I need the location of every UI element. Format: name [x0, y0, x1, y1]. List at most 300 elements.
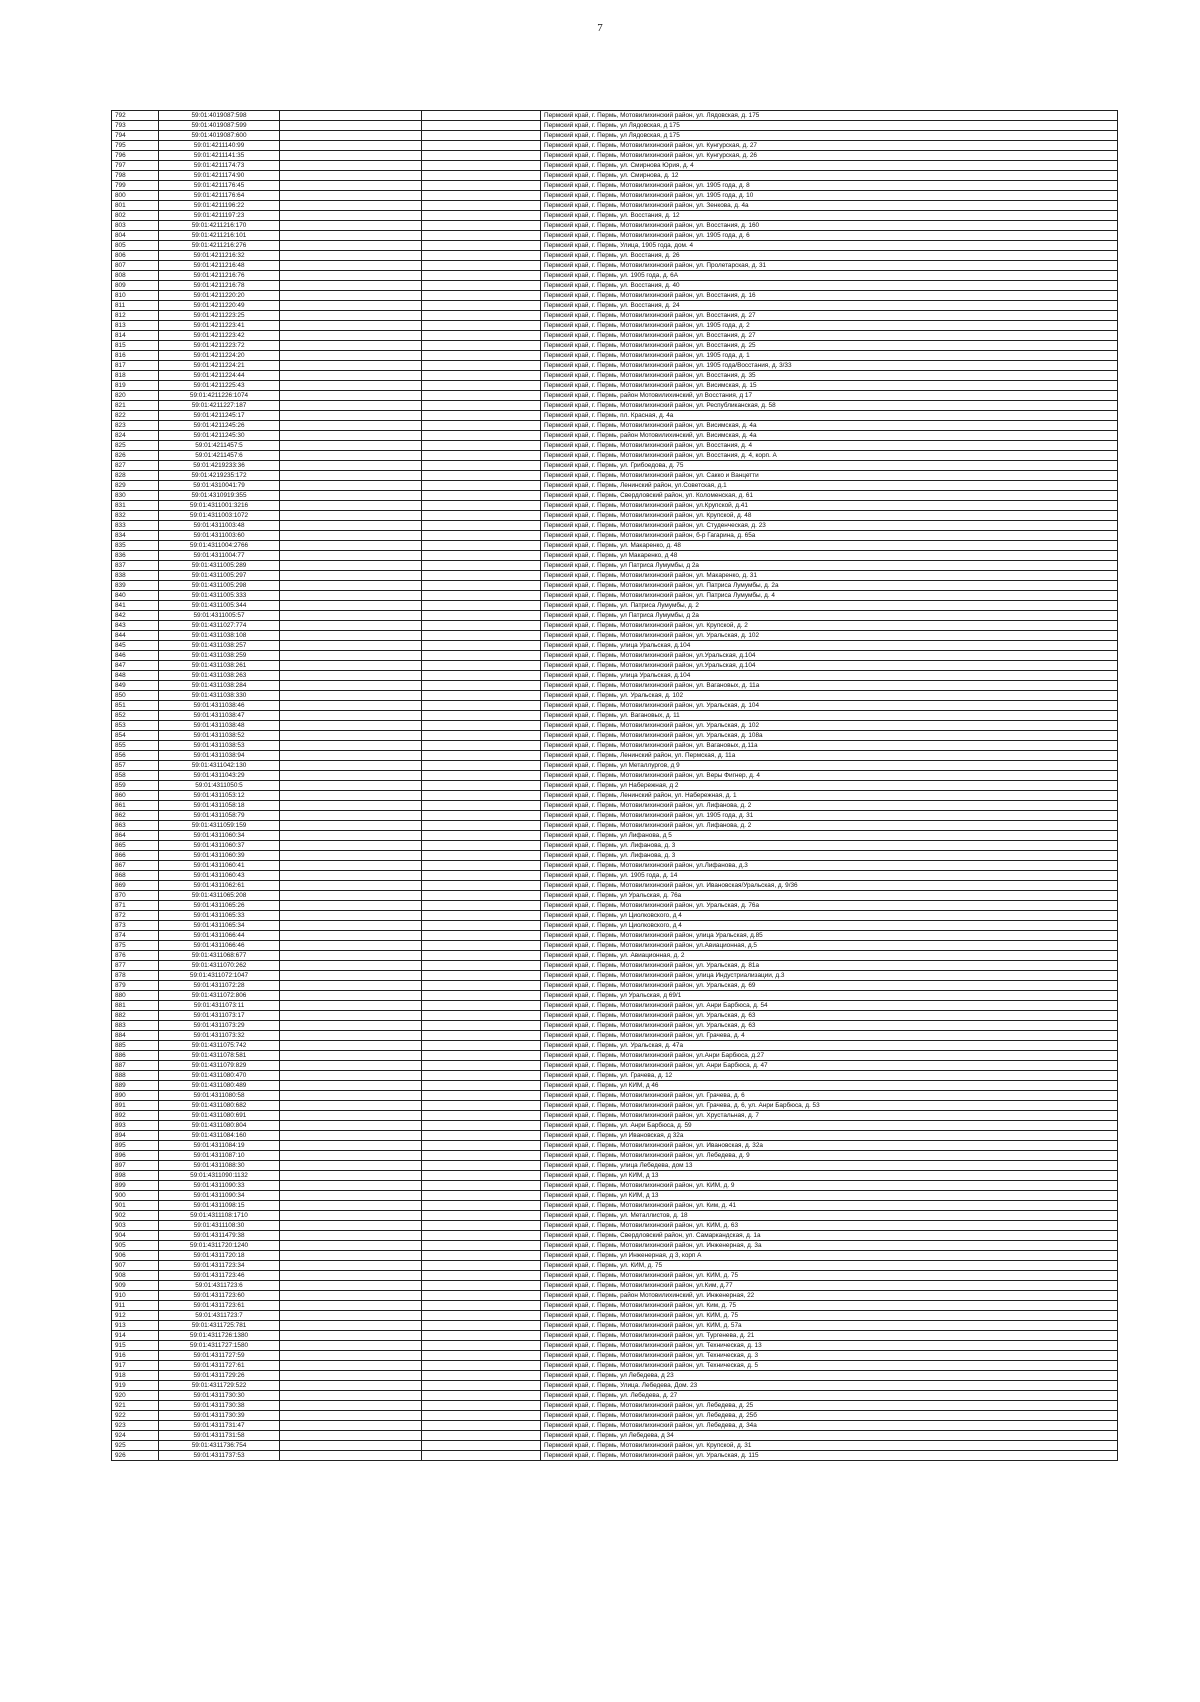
- address-cell: Пермский край, г. Пермь, ул Ивановская, д 32а: [541, 1131, 1118, 1141]
- table-row: [112, 511, 1118, 521]
- empty-cell: [280, 1011, 422, 1021]
- row-number-cell: 861: [112, 801, 159, 811]
- empty-cell: [280, 981, 422, 991]
- empty-cell: [422, 601, 541, 611]
- empty-cell: [280, 441, 422, 451]
- table-row: [112, 771, 1118, 781]
- table-row: [112, 811, 1118, 821]
- cadastral-number-cell: 59:01:4211245:30: [159, 431, 280, 441]
- cadastral-number-cell: 59:01:4211176:64: [159, 191, 280, 201]
- row-number-cell: 809: [112, 281, 159, 291]
- empty-cell: [280, 891, 422, 901]
- address-cell: Пермский край, г. Пермь, Мотовилихинский район, ул. Макаренко, д. 31: [541, 571, 1118, 581]
- row-number-cell: 798: [112, 171, 159, 181]
- empty-cell: [280, 881, 422, 891]
- cadastral-number-cell: 59:01:4311043:29: [159, 771, 280, 781]
- row-number-cell: 848: [112, 671, 159, 681]
- row-number-cell: 924: [112, 1431, 159, 1441]
- empty-cell: [280, 321, 422, 331]
- table-row: [112, 321, 1118, 331]
- empty-cell: [280, 1031, 422, 1041]
- empty-cell: [422, 831, 541, 841]
- cadastral-number-cell: 59:01:4311736:754: [159, 1441, 280, 1451]
- table-row: [112, 701, 1118, 711]
- cadastral-number-cell: 59:01:4311080:691: [159, 1111, 280, 1121]
- table-row: [112, 881, 1118, 891]
- table-row: [112, 631, 1118, 641]
- empty-cell: [422, 501, 541, 511]
- row-number-cell: 870: [112, 891, 159, 901]
- table-row: [112, 311, 1118, 321]
- cadastral-number-cell: 59:01:4311062:61: [159, 881, 280, 891]
- cadastral-number-cell: 59:01:4311003:1072: [159, 511, 280, 521]
- address-cell: Пермский край, г. Пермь, ул. Восстания, д. 12: [541, 211, 1118, 221]
- empty-cell: [422, 991, 541, 1001]
- row-number-cell: 826: [112, 451, 159, 461]
- empty-cell: [422, 1131, 541, 1141]
- address-cell: Пермский край, г. Пермь, Мотовилихинский район, ул. Восстания, д. 4, корп. А: [541, 451, 1118, 461]
- empty-cell: [422, 451, 541, 461]
- row-number-cell: 807: [112, 261, 159, 271]
- empty-cell: [280, 901, 422, 911]
- empty-cell: [280, 401, 422, 411]
- address-cell: Пермский край, г. Пермь, Мотовилихинский район, ул. Инженерная, д. 3а: [541, 1241, 1118, 1251]
- row-number-cell: 858: [112, 771, 159, 781]
- row-number-cell: 888: [112, 1071, 159, 1081]
- row-number-cell: 923: [112, 1421, 159, 1431]
- empty-cell: [422, 1341, 541, 1351]
- address-cell: Пермский край, г. Пермь, Мотовилихинский район, ул. Республиканская, д. 58: [541, 401, 1118, 411]
- cadastral-number-cell: 59:01:4311060:34: [159, 831, 280, 841]
- empty-cell: [422, 331, 541, 341]
- empty-cell: [280, 831, 422, 841]
- address-cell: Пермский край, г. Пермь, ул. Патриса Лумумбы, д. 2: [541, 601, 1118, 611]
- cadastral-number-cell: 59:01:4211224:44: [159, 371, 280, 381]
- address-cell: Пермский край, г. Пермь, Мотовилихинский район, ул. Уральская, д. 81а: [541, 961, 1118, 971]
- address-cell: Пермский край, г. Пермь, Мотовилихинский район, ул.Уральская, д.104: [541, 651, 1118, 661]
- row-number-cell: 897: [112, 1161, 159, 1171]
- empty-cell: [422, 841, 541, 851]
- empty-cell: [280, 591, 422, 601]
- empty-cell: [280, 421, 422, 431]
- cadastral-number-cell: 59:01:4311731:47: [159, 1421, 280, 1431]
- empty-cell: [422, 781, 541, 791]
- empty-cell: [280, 1271, 422, 1281]
- table-row: [112, 1011, 1118, 1021]
- row-number-cell: 922: [112, 1411, 159, 1421]
- empty-cell: [422, 271, 541, 281]
- cadastral-number-cell: 59:01:4311084:19: [159, 1141, 280, 1151]
- empty-cell: [280, 1191, 422, 1201]
- row-number-cell: 895: [112, 1141, 159, 1151]
- empty-cell: [280, 571, 422, 581]
- row-number-cell: 829: [112, 481, 159, 491]
- cadastral-number-cell: 59:01:4211224:21: [159, 361, 280, 371]
- empty-cell: [422, 401, 541, 411]
- empty-cell: [280, 1131, 422, 1141]
- table-row: [112, 571, 1118, 581]
- empty-cell: [280, 941, 422, 951]
- address-cell: Пермский край, г. Пермь, Мотовилихинский район, ул. Восстания, д. 25: [541, 341, 1118, 351]
- empty-cell: [280, 1401, 422, 1411]
- empty-cell: [280, 141, 422, 151]
- empty-cell: [422, 761, 541, 771]
- cadastral-number-cell: 59:01:4311038:261: [159, 661, 280, 671]
- empty-cell: [280, 1411, 422, 1421]
- empty-cell: [280, 1251, 422, 1261]
- empty-cell: [422, 711, 541, 721]
- row-number-cell: 893: [112, 1121, 159, 1131]
- row-number-cell: 852: [112, 711, 159, 721]
- cadastral-number-cell: 59:01:4311065:208: [159, 891, 280, 901]
- empty-cell: [422, 911, 541, 921]
- address-cell: Пермский край, г. Пермь, Мотовилихинский район, ул.Лифанова, д.3: [541, 861, 1118, 871]
- page-number: 7: [597, 22, 603, 34]
- address-cell: Пермский край, г. Пермь, пл. Красная, д. 4а: [541, 411, 1118, 421]
- empty-cell: [280, 1221, 422, 1231]
- cadastral-number-cell: 59:01:4311004:77: [159, 551, 280, 561]
- cadastral-number-cell: 59:01:4311050:5: [159, 781, 280, 791]
- empty-cell: [422, 1141, 541, 1151]
- empty-cell: [280, 681, 422, 691]
- empty-cell: [422, 291, 541, 301]
- address-cell: Пермский край, г. Пермь, Мотовилихинский район, ул. Ким, д. 75: [541, 1301, 1118, 1311]
- table-row: [112, 971, 1118, 981]
- empty-cell: [422, 211, 541, 221]
- table-row: [112, 661, 1118, 671]
- cadastral-number-cell: 59:01:4311066:44: [159, 931, 280, 941]
- table-row: [112, 491, 1118, 501]
- table-row: [112, 1331, 1118, 1341]
- row-number-cell: 797: [112, 161, 159, 171]
- address-cell: Пермский край, г. Пермь, ул Патриса Лумумбы, д 2а: [541, 611, 1118, 621]
- cadastral-number-cell: 59:01:4211216:101: [159, 231, 280, 241]
- empty-cell: [422, 251, 541, 261]
- empty-cell: [422, 901, 541, 911]
- empty-cell: [280, 371, 422, 381]
- address-cell: Пермский край, г. Пермь, Мотовилихинский район, ул. Лебедева, д. 9: [541, 1151, 1118, 1161]
- empty-cell: [422, 971, 541, 981]
- cadastral-number-cell: 59:01:4311072:1047: [159, 971, 280, 981]
- address-cell: Пермский край, г. Пермь, ул. Металлистов, д. 18: [541, 1211, 1118, 1221]
- table-row: [112, 261, 1118, 271]
- empty-cell: [422, 801, 541, 811]
- address-cell: Пермский край, г. Пермь, Мотовилихинский район, ул. Зенкова, д. 4а: [541, 201, 1118, 211]
- table-row: [112, 851, 1118, 861]
- empty-cell: [422, 1311, 541, 1321]
- row-number-cell: 886: [112, 1051, 159, 1061]
- empty-cell: [280, 581, 422, 591]
- table-row: [112, 231, 1118, 241]
- table-row: [112, 941, 1118, 951]
- row-number-cell: 876: [112, 951, 159, 961]
- table-row: [112, 1451, 1118, 1461]
- empty-cell: [422, 141, 541, 151]
- address-cell: Пермский край, г. Пермь, Мотовилихинский район, ул. 1905 года, д. 1: [541, 351, 1118, 361]
- empty-cell: [422, 671, 541, 681]
- empty-cell: [422, 1181, 541, 1191]
- table-row: [112, 151, 1118, 161]
- table-row: [112, 1151, 1118, 1161]
- row-number-cell: 915: [112, 1341, 159, 1351]
- table-row: [112, 601, 1118, 611]
- table-row: [112, 821, 1118, 831]
- address-cell: Пермский край, г. Пермь, ул Лядовская, д 175: [541, 121, 1118, 131]
- empty-cell: [280, 1121, 422, 1131]
- row-number-cell: 817: [112, 361, 159, 371]
- table-row: [112, 951, 1118, 961]
- empty-cell: [422, 1221, 541, 1231]
- address-cell: Пермский край, г. Пермь, Мотовилихинский район, б-р Гагарина, д. 65а: [541, 531, 1118, 541]
- table-row: [112, 1391, 1118, 1401]
- row-number-cell: 803: [112, 221, 159, 231]
- cadastral-number-cell: 59:01:4311080:682: [159, 1101, 280, 1111]
- empty-cell: [280, 861, 422, 871]
- address-cell: Пермский край, г. Пермь, Мотовилихинский район, ул. 1905 года/Восстания, д. 3/33: [541, 361, 1118, 371]
- empty-cell: [280, 411, 422, 421]
- cadastral-number-cell: 59:01:4311038:284: [159, 681, 280, 691]
- row-number-cell: 834: [112, 531, 159, 541]
- cadastral-number-cell: 59:01:4211457:6: [159, 451, 280, 461]
- address-cell: Пермский край, г. Пермь, ул КИМ, д 13: [541, 1191, 1118, 1201]
- empty-cell: [280, 1261, 422, 1271]
- address-cell: Пермский край, г. Пермь, Мотовилихинский район, ул. Лифанова, д. 2: [541, 801, 1118, 811]
- cadastral-number-cell: 59:01:4211245:26: [159, 421, 280, 431]
- table-row: [112, 211, 1118, 221]
- row-number-cell: 873: [112, 921, 159, 931]
- address-cell: Пермский край, г. Пермь, ул. 1905 года, д. 14: [541, 871, 1118, 881]
- cadastral-number-cell: 59:01:4311723:6: [159, 1281, 280, 1291]
- empty-cell: [280, 1391, 422, 1401]
- table-row: [112, 981, 1118, 991]
- address-cell: Пермский край, г. Пермь, Мотовилихинский район, ул. Крупской, д. 48: [541, 511, 1118, 521]
- empty-cell: [422, 1121, 541, 1131]
- cadastral-number-cell: 59:01:4311005:297: [159, 571, 280, 581]
- row-number-cell: 908: [112, 1271, 159, 1281]
- empty-cell: [422, 1051, 541, 1061]
- table-row: [112, 691, 1118, 701]
- empty-cell: [280, 631, 422, 641]
- address-cell: Пермский край, г. Пермь, ул. Грачева, д. 12: [541, 1071, 1118, 1081]
- empty-cell: [280, 521, 422, 531]
- empty-cell: [280, 531, 422, 541]
- empty-cell: [422, 321, 541, 331]
- empty-cell: [280, 241, 422, 251]
- empty-cell: [422, 1231, 541, 1241]
- cadastral-number-cell: 59:01:4311726:1380: [159, 1331, 280, 1341]
- table-row: [112, 1251, 1118, 1261]
- cadastral-number-cell: 59:01:4311065:33: [159, 911, 280, 921]
- address-cell: Пермский край, г. Пермь, Мотовилихинский район, ул. Патриса Лумумбы, д. 2а: [541, 581, 1118, 591]
- cadastral-number-cell: 59:01:4311080:470: [159, 1071, 280, 1081]
- empty-cell: [422, 1391, 541, 1401]
- empty-cell: [422, 1241, 541, 1251]
- cadastral-number-cell: 59:01:4211220:49: [159, 301, 280, 311]
- empty-cell: [280, 211, 422, 221]
- table-row: [112, 761, 1118, 771]
- empty-cell: [280, 601, 422, 611]
- empty-cell: [280, 231, 422, 241]
- empty-cell: [280, 781, 422, 791]
- address-cell: Пермский край, г. Пермь, Улица. Лебедева, Дом. 23: [541, 1381, 1118, 1391]
- table-row: [112, 671, 1118, 681]
- row-number-cell: 840: [112, 591, 159, 601]
- empty-cell: [280, 201, 422, 211]
- address-cell: Пермский край, г. Пермь, Мотовилихинский район, ул. Веры Фигнер, д. 4: [541, 771, 1118, 781]
- empty-cell: [422, 1291, 541, 1301]
- cadastral-number-cell: 59:01:4311723:34: [159, 1261, 280, 1271]
- table-row: [112, 1171, 1118, 1181]
- cadastral-number-cell: 59:01:4310041:79: [159, 481, 280, 491]
- empty-cell: [280, 701, 422, 711]
- cadastral-number-cell: 59:01:4311053:12: [159, 791, 280, 801]
- cadastral-number-cell: 59:01:4311073:11: [159, 1001, 280, 1011]
- cadastral-number-cell: 59:01:4211223:41: [159, 321, 280, 331]
- table-row: [112, 1031, 1118, 1041]
- cadastral-number-cell: 59:01:4311729:26: [159, 1371, 280, 1381]
- empty-cell: [422, 531, 541, 541]
- address-cell: Пермский край, г. Пермь, Мотовилихинский район, ул. Восстания, д. 35: [541, 371, 1118, 381]
- address-cell: Пермский край, г. Пермь, ул. Восстания, д. 26: [541, 251, 1118, 261]
- cadastral-number-cell: 59:01:4311005:298: [159, 581, 280, 591]
- empty-cell: [280, 1281, 422, 1291]
- table-row: [112, 251, 1118, 261]
- table-row: [112, 561, 1118, 571]
- address-cell: Пермский край, г. Пермь, Мотовилихинский район, ул. Уральская, д. 108а: [541, 731, 1118, 741]
- empty-cell: [280, 1341, 422, 1351]
- empty-cell: [280, 311, 422, 321]
- empty-cell: [422, 1041, 541, 1051]
- row-number-cell: 805: [112, 241, 159, 251]
- address-cell: Пермский край, г. Пермь, район Мотовилихинский, ул. Инженерная, 22: [541, 1291, 1118, 1301]
- cadastral-number-cell: 59:01:4311720:1240: [159, 1241, 280, 1251]
- empty-cell: [422, 791, 541, 801]
- cadastral-number-cell: 59:01:4311730:30: [159, 1391, 280, 1401]
- empty-cell: [280, 1041, 422, 1051]
- table-row: [112, 641, 1118, 651]
- table-row: [112, 961, 1118, 971]
- empty-cell: [422, 1151, 541, 1161]
- cadastral-number-cell: 59:01:4311727:61: [159, 1361, 280, 1371]
- cadastral-number-cell: 59:01:4311075:742: [159, 1041, 280, 1051]
- cadastral-number-cell: 59:01:4311723:7: [159, 1311, 280, 1321]
- empty-cell: [280, 161, 422, 171]
- cadastral-number-cell: 59:01:4311038:47: [159, 711, 280, 721]
- cadastral-number-cell: 59:01:4311005:289: [159, 561, 280, 571]
- address-cell: Пермский край, г. Пермь, улица Лебедева, дом 13: [541, 1161, 1118, 1171]
- row-number-cell: 885: [112, 1041, 159, 1051]
- table-row: [112, 401, 1118, 411]
- address-cell: Пермский край, г. Пермь, ул. Грибоедова, д. 75: [541, 461, 1118, 471]
- empty-cell: [280, 171, 422, 181]
- empty-cell: [280, 1111, 422, 1121]
- cadastral-number-cell: 59:01:4311068:677: [159, 951, 280, 961]
- address-cell: Пермский край, г. Пермь, Мотовилихинский район, ул. Грачева, д. 6, ул. Анри Барбюса, д. 53: [541, 1101, 1118, 1111]
- row-number-cell: 843: [112, 621, 159, 631]
- cadastral-number-cell: 59:01:4311003:60: [159, 531, 280, 541]
- row-number-cell: 837: [112, 561, 159, 571]
- address-cell: Пермский край, г. Пермь, ул. Лебедева, д. 27: [541, 1391, 1118, 1401]
- empty-cell: [422, 1421, 541, 1431]
- table-row: [112, 801, 1118, 811]
- table-row: [112, 391, 1118, 401]
- empty-cell: [280, 291, 422, 301]
- cadastral-number-cell: 59:01:4019087:600: [159, 131, 280, 141]
- table-row: [112, 1041, 1118, 1051]
- address-cell: Пермский край, г. Пермь, Мотовилихинский район, ул. 1905 года, д. 31: [541, 811, 1118, 821]
- cadastral-number-cell: 59:01:4311073:17: [159, 1011, 280, 1021]
- table-row: [112, 831, 1118, 841]
- empty-cell: [422, 421, 541, 431]
- empty-cell: [280, 811, 422, 821]
- address-cell: Пермский край, г. Пермь, Мотовилихинский район, ул. Уральская, д. 115: [541, 1451, 1118, 1461]
- table-row: [112, 921, 1118, 931]
- empty-cell: [280, 1081, 422, 1091]
- empty-cell: [422, 731, 541, 741]
- empty-cell: [422, 651, 541, 661]
- address-cell: Пермский край, г. Пермь, ул Макаренко, д 48: [541, 551, 1118, 561]
- address-cell: Пермский край, г. Пермь, ул. Вагановых, д. 11: [541, 711, 1118, 721]
- cadastral-number-cell: 59:01:4311727:59: [159, 1351, 280, 1361]
- empty-cell: [280, 741, 422, 751]
- table-row: [112, 791, 1118, 801]
- empty-cell: [422, 221, 541, 231]
- address-cell: Пермский край, г. Пермь, Мотовилихинский район, ул. Анри Барбюса, д. 47: [541, 1061, 1118, 1071]
- empty-cell: [422, 1361, 541, 1371]
- empty-cell: [422, 371, 541, 381]
- row-number-cell: 831: [112, 501, 159, 511]
- cadastral-number-cell: 59:01:4311072:28: [159, 981, 280, 991]
- address-cell: Пермский край, г. Пермь, ул Патриса Лумумбы, д 2а: [541, 561, 1118, 571]
- row-number-cell: 889: [112, 1081, 159, 1091]
- empty-cell: [280, 921, 422, 931]
- cadastral-number-cell: 59:01:4311108:1710: [159, 1211, 280, 1221]
- cadastral-number-cell: 59:01:4311058:18: [159, 801, 280, 811]
- empty-cell: [280, 111, 422, 121]
- address-cell: Пермский край, г. Пермь, Мотовилихинский район, ул.Анри Барбюса, д.27: [541, 1051, 1118, 1061]
- address-cell: Пермский край, г. Пермь, Улица, 1905 года, дом. 4: [541, 241, 1118, 251]
- row-number-cell: 862: [112, 811, 159, 821]
- empty-cell: [280, 661, 422, 671]
- row-number-cell: 920: [112, 1391, 159, 1401]
- cadastral-number-cell: 59:01:4311098:15: [159, 1201, 280, 1211]
- address-cell: Пермский край, г. Пермь, Мотовилихинский район, ул. Грачева, д. 4: [541, 1031, 1118, 1041]
- table-row: [112, 431, 1118, 441]
- empty-cell: [280, 1311, 422, 1321]
- empty-cell: [422, 1211, 541, 1221]
- address-cell: Пермский край, г. Пермь, район Мотовилихинский, ул Восстания, д 17: [541, 391, 1118, 401]
- empty-cell: [280, 471, 422, 481]
- empty-cell: [280, 121, 422, 131]
- empty-cell: [280, 721, 422, 731]
- address-cell: Пермский край, г. Пермь, Мотовилихинский район, ул. Ивановская, д. 32а: [541, 1141, 1118, 1151]
- empty-cell: [280, 561, 422, 571]
- address-cell: Пермский край, г. Пермь, ул Уральская, д 69/1: [541, 991, 1118, 1001]
- empty-cell: [422, 1171, 541, 1181]
- empty-cell: [422, 151, 541, 161]
- table-row: [112, 1271, 1118, 1281]
- cadastral-number-cell: 59:01:4211176:45: [159, 181, 280, 191]
- empty-cell: [280, 971, 422, 981]
- cadastral-number-cell: 59:01:4311479:38: [159, 1231, 280, 1241]
- row-number-cell: 813: [112, 321, 159, 331]
- cadastral-number-cell: 59:01:4211174:73: [159, 161, 280, 171]
- table-row: [112, 1281, 1118, 1291]
- cadastral-number-cell: 59:01:4311065:26: [159, 901, 280, 911]
- empty-cell: [280, 1141, 422, 1151]
- address-cell: Пермский край, г. Пермь, ул. Восстания, д. 40: [541, 281, 1118, 291]
- row-number-cell: 913: [112, 1321, 159, 1331]
